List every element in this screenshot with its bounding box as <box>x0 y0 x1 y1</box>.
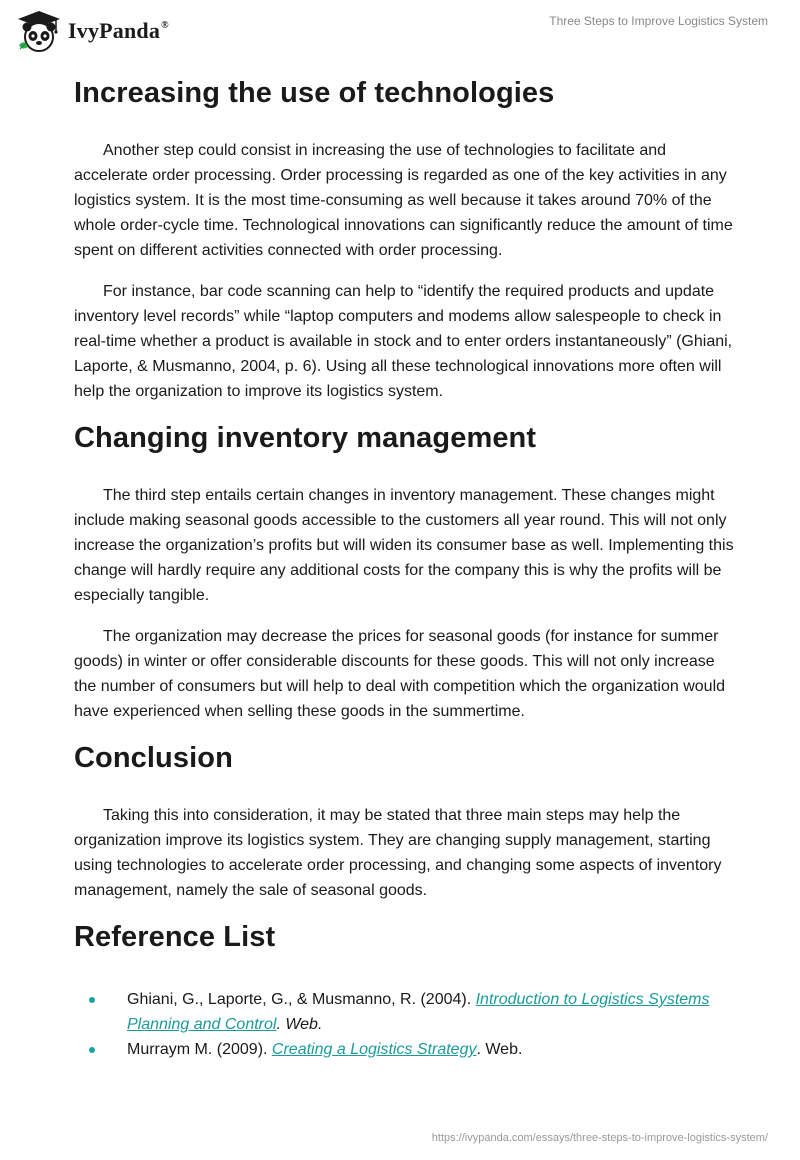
reference-item <box>74 1037 734 1062</box>
reference-item <box>74 987 734 1037</box>
essay-body <box>74 70 734 1062</box>
document-title: Three Steps to Improve Logistics System <box>549 14 768 28</box>
section-heading-references: Reference List <box>74 921 276 953</box>
paragraph: Taking this into consideration, it may be stated that three main steps may help the organization improve its logistics system. They are changing supply management, starting using technologies to accelerate order processing, and changing some aspects of inventory management, namely the sale of seasonal goods. <box>74 807 722 899</box>
bullet-icon <box>89 1047 95 1053</box>
section-heading-inventory: Changing inventory management <box>74 422 537 454</box>
paragraph: The third step entails certain changes in inventory management. These changes might include making seasonal goods accessible to the customers all year round. This will not only increase the organization’s profits but will widen its consumer base as well. Implementing this change will hardly require any additional costs for the company this is why the profits will be especially tangible. <box>74 487 734 604</box>
paragraph: Another step could consist in increasing the use of technologies to facilitate and accelerate order processing. Order processing is regarded as one of the key activities in any logistics system. It is the most time-consuming as well because it takes around 70% of the whole order-cycle time. Technological innovations can significantly reduce the amount of time spent on different activities connected with order processing. <box>74 142 733 259</box>
reference-link[interactable]: Introduction to Logistics Systems Planning and Control <box>127 991 710 1033</box>
reference-suffix: . Web. <box>476 1041 523 1058</box>
page-header <box>0 0 800 60</box>
reference-authors: Ghiani, G., Laporte, G., & Musmanno, R. (2004). <box>127 991 476 1008</box>
footer-url[interactable]: https://ivypanda.com/essays/three-steps-to-improve-logistics-system/ <box>431 1132 768 1144</box>
section-heading-technologies: Increasing the use of technologies <box>74 77 555 109</box>
panda-logo-icon <box>16 9 62 53</box>
logo-wordmark: IvyPanda® <box>68 18 169 43</box>
section-heading-conclusion: Conclusion <box>74 742 233 774</box>
bullet-icon <box>89 997 95 1003</box>
reference-authors: Murraym M. (2009). <box>127 1041 272 1058</box>
reference-suffix: . Web. <box>276 1016 323 1033</box>
reference-list <box>74 987 734 1062</box>
reference-link[interactable]: Creating a Logistics Strategy <box>271 1041 477 1058</box>
paragraph: The organization may decrease the prices for seasonal goods (for instance for summer goods) in winter or offer considerable discounts for these goods. This will not only increase the number of consumers but will help to deal with competition which the organization would have experienced when selling these goods in the summertime. <box>74 628 726 720</box>
paragraph: For instance, bar code scanning can help to “identify the required products and update inventory level records” while “laptop computers and modems allow salespeople to check in real-time whether a product is available in stock and to enter orders instantaneously” (Ghiani, Laporte, & Musmanno, 2004, p. 6). Using all these technological innovations more often will help the organization to improve its logistics system. <box>74 283 733 400</box>
ivypanda-logo[interactable] <box>16 9 169 53</box>
